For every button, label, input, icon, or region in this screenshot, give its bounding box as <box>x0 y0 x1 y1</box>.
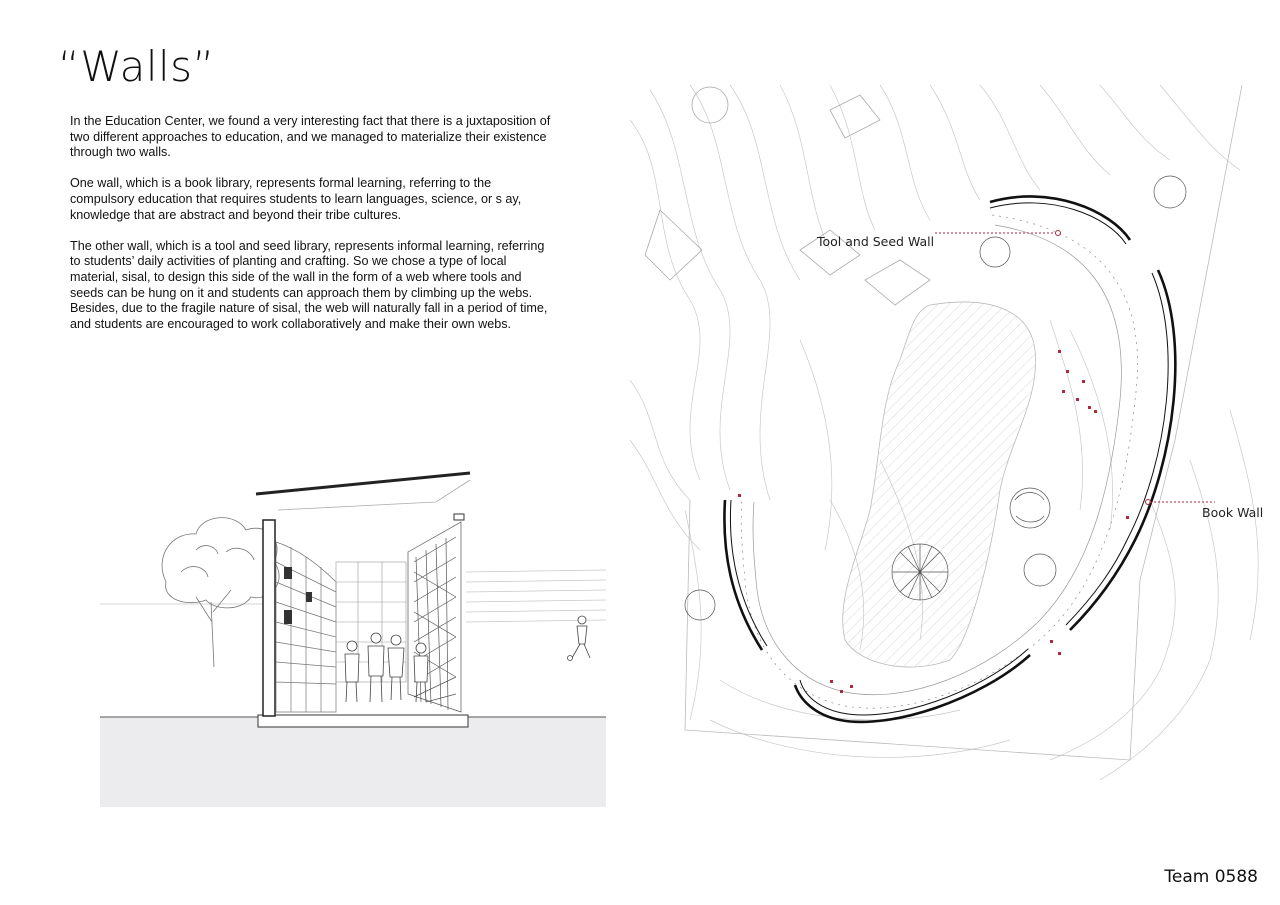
hatched-field <box>843 302 1036 667</box>
left-wall <box>724 500 767 650</box>
paragraph-intro: In the Education Center, we found a very interesting fact that there is a juxtaposition of two different approaches to education, and we managed to materialize their existence through two walls. <box>70 114 551 160</box>
label-tool-seed-wall: Tool and Seed Wall <box>817 234 935 249</box>
tool-seed-wall <box>990 196 1130 244</box>
site-plan-drawing <box>630 80 1270 780</box>
ground-plane <box>100 717 606 807</box>
sisal-web-wall <box>408 522 461 712</box>
book-wall <box>1066 270 1175 630</box>
section-perspective-drawing <box>96 462 616 812</box>
children-figures <box>345 633 428 702</box>
label-book-wall: Book Wall <box>1202 505 1264 520</box>
paragraph-tool-wall: The other wall, which is a tool and seed library, represents informal learning, referring to students’ daily activities of planting and crafting. So we chose a type of local material, sisal, to design this side of the wall in the form of a web where tools and seeds can be hung on it and students can approach them by climbing up the webs. Besides, due to the fragile nature of sisal, the web will naturally fall in a period of time, and students are encouraged to work collaboratively and make their own webs. <box>70 238 548 331</box>
team-label: Team 0588 <box>1164 867 1258 887</box>
tree-sketch <box>162 518 279 667</box>
description-text <box>70 114 552 348</box>
person-figure <box>568 616 591 661</box>
paragraph-book-wall: One wall, which is a book library, represents formal learning, referring to the compulsory education that requires students to learn languages, science, or s ay, knowledge that are abstract and beyond their tribe cultures. <box>70 176 522 222</box>
roof-line <box>256 473 470 494</box>
book-wall-column <box>263 520 275 716</box>
page-title: “Walls” <box>58 42 215 91</box>
